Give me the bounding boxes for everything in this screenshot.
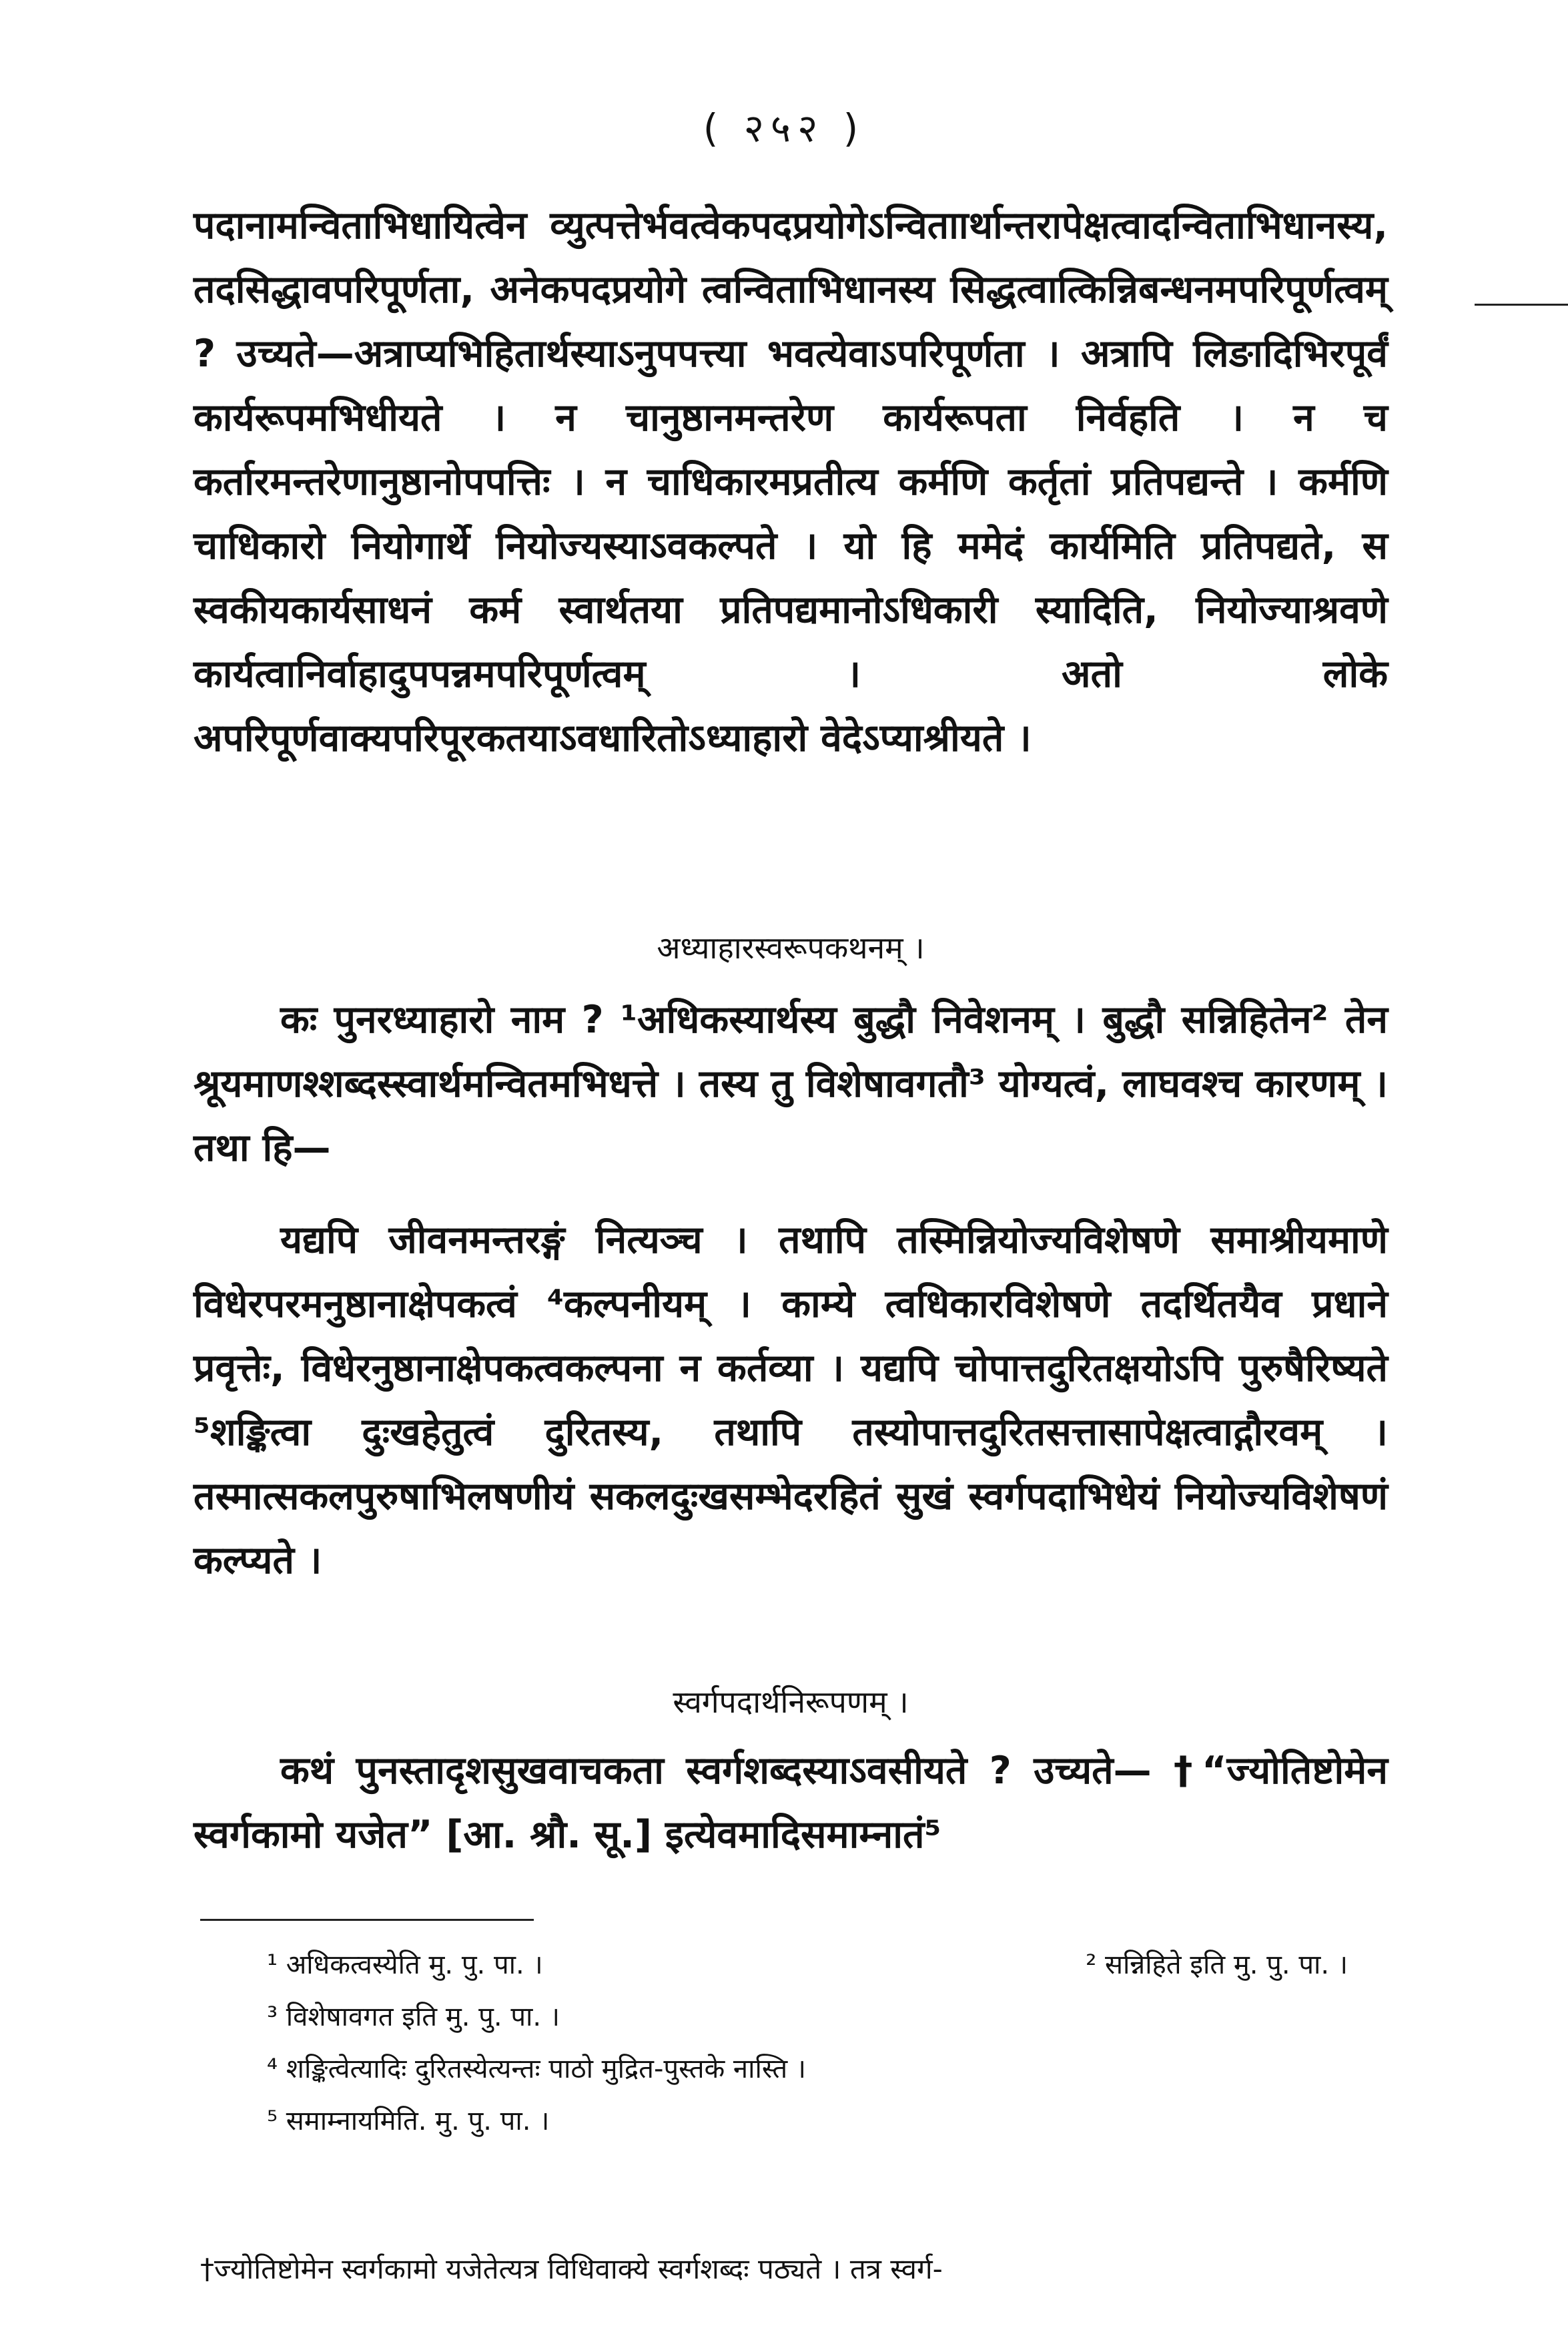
main-text-4	[193, 1739, 1388, 1867]
footnote-row-4	[267, 2095, 1388, 2147]
main-text-1	[193, 194, 1388, 770]
section-heading-2-wrap	[193, 1679, 1388, 1725]
paragraph-2: कः पुनरध्याहारो नाम ? ¹अधिकस्यार्थस्य बुद्धौ निवेशनम् । बुद्धौ सन्निहितेन² तेन श्रूयमाणश्शब्दस्स्वार्थमन्वितमभिधत्ते । तस्य तु विशेषावगतौ³ योग्यत्वं, लाघवश्च कारणम् । तथा हि—	[193, 998, 1388, 1170]
bottom-note: †ज्योतिष्टोमेन स्वर्गकामो यजेतेत्यत्र विधिवाक्ये स्वर्गशब्दः पठ्यते । तत्र स्वर्ग-	[200, 2253, 943, 2285]
footnote-3: ³ विशेषावगत इति मु. पु. पा. ।	[267, 2002, 560, 2032]
paragraph-3: यद्यपि जीवनमन्तरङ्गं नित्यञ्च । तथापि तस्मिन्नियोज्यविशेषणे समाश्रीयमाणे विधेरपरमनुष्ठानाक्षेपकत्वं ⁴कल्पनीयम् । काम्ये त्वधिकारविशेषणे तदर्थितयैव प्रधाने प्रवृत्तेः, विधेरनुष्ठानाक्षेपकत्वकल्पना न कर्तव्या । यद्यपि चोपात्तदुरितक्षयोऽपि पुरुषैरिष्यते ⁵शङ्कित्वा दुःखहेतुत्वं दुरितस्य, तथापि तस्योपात्तदुरितसत्तासापेक्षत्वाद्गौरवम् । तस्मात्सकलपुरुषाभिलषणीयं सकलदुःखसम्भेदरहितं सुखं स्वर्गपदाभिधेयं नियोज्यविशेषणं कल्प्यते ।	[193, 1218, 1388, 1582]
margin-mark	[1475, 304, 1568, 306]
footnote-1: ¹ अधिकत्वस्येति मु. पु. पा. ।	[267, 1950, 543, 1980]
footnote-row-2	[267, 1991, 1388, 2043]
paragraph-4: कथं पुनस्तादृशसुखवाचकता स्वर्गशब्दस्याऽवसीयते ? उच्यते— †“ज्योतिष्टोमेन स्वर्गकामो यजेत” [आ. श्रौ. सू.] इत्येवमादिसमाम्नातं⁵	[193, 1749, 1388, 1857]
footnote-5: ⁵ समाम्नायमिति. मु. पु. पा. ।	[267, 2106, 550, 2136]
main-text-3	[193, 1208, 1388, 1592]
footnote-2: ² सन्निहिते इति मु. पु. पा. ।	[1086, 1950, 1348, 1980]
paragraph-1: पदानामन्विताभिधायित्वेन व्युत्पत्तेर्भवत्वेकपदप्रयोगेऽन्विताार्थान्तरापेक्षत्वादन्विताभिधानस्य, तदसिद्धावपरिपूर्णता, अनेकपदप्रयोगे त्वन्विताभिधानस्य सिद्धत्वात्किन्निबन्धनमपरिपूर्णत्वम् ? उच्यते—अत्राप्यभिहितार्थस्याऽनुपपत्त्या भवत्येवाऽपरिपूर्णता । अत्रापि लिङादिभिरपूर्वं कार्यरूपमभिधीयते । न चानुष्ठानमन्तरेण कार्यरूपता निर्वहति । न च कर्तारमन्तरेणानुष्ठानोपपत्तिः । न चाधिकारमप्रतीत्य कर्मणि कर्तृतां प्रतिपद्यन्ते । कर्मणि चाधिकारो नियोगार्थे नियोज्यस्याऽवकल्पते । यो हि ममेदं कार्यमिति प्रतिपद्यते, स स्वकीयकार्यसाधनं कर्म स्वार्थतया प्रतिपद्यमानोऽधिकारी स्यादिति, नियोज्याश्रवणे कार्यत्वानिर्वाहादुपपन्नमपरिपूर्णत्वम् । अतो लोके अपरिपूर्णवाक्यपरिपूरकतयाऽवधारितोऽध्याहारो वेदेऽप्याश्रीयते ।	[193, 204, 1388, 760]
footnote-row-3	[267, 2043, 1388, 2095]
page-number: ( २५२ )	[703, 105, 865, 151]
footnote-row-1	[267, 1939, 1388, 1991]
footnote-4: ⁴ शङ्कित्वेत्यादिः दुरितस्येत्यन्तः पाठो मुद्रित-पुस्तके नास्ति ।	[267, 2054, 807, 2084]
section-heading-svarga: स्वर्गपदार्थनिरूपणम् ।	[673, 1684, 909, 1720]
footnotes	[267, 1939, 1388, 2147]
section-heading-1-wrap	[193, 924, 1388, 971]
footnote-separator	[200, 1919, 534, 1921]
section-heading-adhyahara: अध्याहारस्वरूपकथनम् ।	[657, 930, 925, 966]
main-text-2	[193, 988, 1388, 1180]
